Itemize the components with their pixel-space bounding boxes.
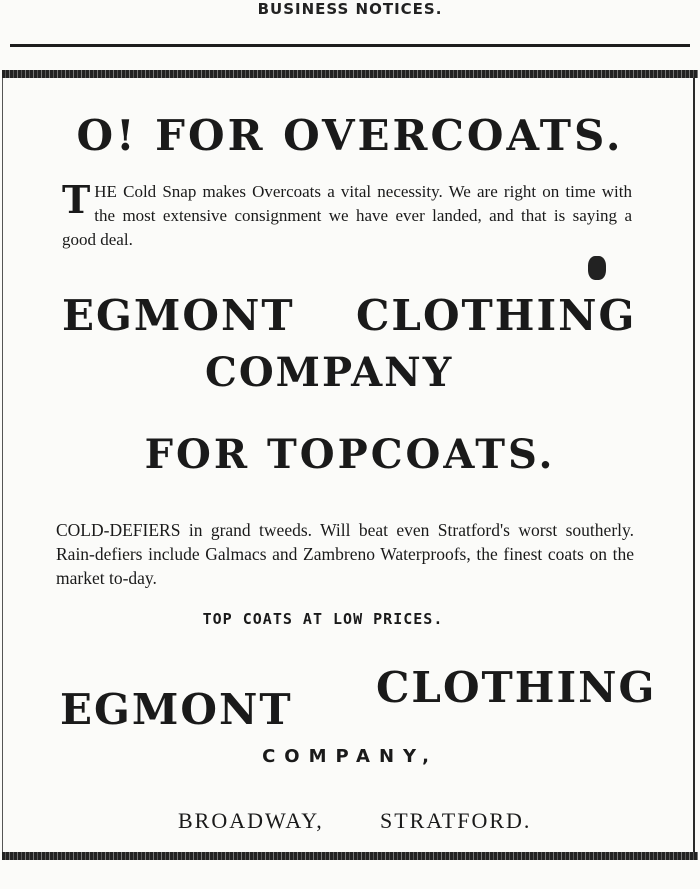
- topcoats-heading: FOR TOPCOATS.: [144, 431, 556, 478]
- brand-egmont: EGMONT: [62, 291, 295, 340]
- top-rule: [10, 44, 690, 47]
- address-street: BROADWAY,: [178, 808, 324, 833]
- brand-clothing: CLOTHING: [356, 291, 637, 340]
- advertisement-border-bottom: [2, 852, 698, 860]
- footer-brand-clothing: CLOTHING: [376, 663, 657, 712]
- footer-company: COMPANY,: [262, 746, 438, 767]
- intro-text: HE Cold Snap makes Overcoats a vital necessity. We are right on time with the most extensive consignment we have ever landed, and that is saying a good deal.: [62, 182, 632, 249]
- intro-paragraph: [62, 177, 632, 252]
- brand-company: COMPANY: [205, 349, 454, 396]
- section-title: BUSINESS NOTICES.: [257, 0, 443, 18]
- advertisement-border-top: [2, 70, 698, 78]
- ad-headline: O! FOR OVERCOATS.: [76, 111, 624, 160]
- footer-brand-egmont: EGMONT: [60, 685, 293, 734]
- body-paragraph: COLD-DEFIERS in grand tweeds. Will beat even Stratford's worst southerly. Rain-defiers include Galmacs and Zambreno Waterproofs, the finest coats on the market to-day.: [56, 520, 634, 588]
- address-town: STRATFORD.: [380, 808, 532, 833]
- intro-dropcap: T: [62, 177, 91, 222]
- ink-blot: [588, 256, 606, 280]
- price-line: TOP COATS AT LOW PRICES.: [202, 610, 444, 628]
